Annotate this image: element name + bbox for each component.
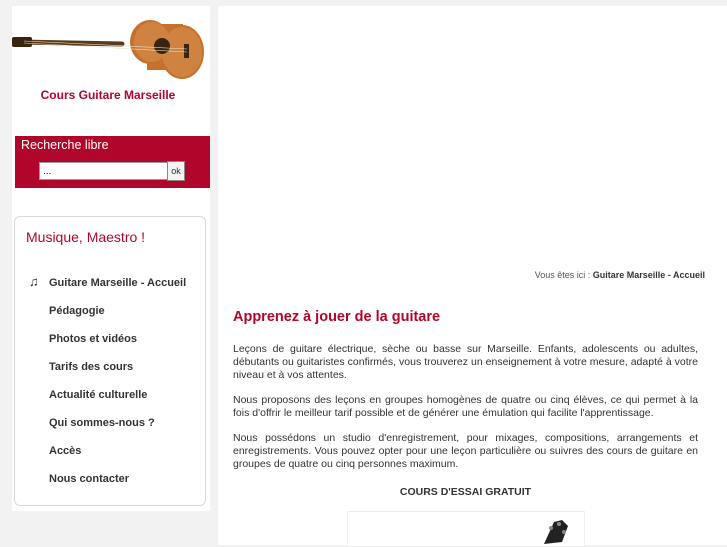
page-heading: Apprenez à jouer de la guitare [233, 309, 441, 325]
menu-item-contact[interactable] [15, 471, 205, 499]
menu-item-accueil[interactable] [15, 275, 205, 303]
menu-item-label[interactable]: Pédagogie [49, 305, 105, 317]
guitar-logo-image[interactable] [12, 6, 204, 81]
free-trial-text: COURS D'ESSAI GRATUIT [399, 486, 532, 498]
menu-item-qui-sommes-nous[interactable] [15, 415, 205, 443]
sidebar [12, 6, 210, 511]
menu-item-label[interactable]: Qui sommes-nous ? [49, 417, 155, 429]
promo-image [347, 511, 585, 547]
menu-item-acces[interactable] [15, 443, 205, 471]
search-title: Recherche libre [21, 138, 109, 152]
menu-item-label[interactable]: Actualité culturelle [49, 389, 148, 401]
menu-item-tarifs[interactable] [15, 359, 205, 387]
search-panel [15, 136, 210, 188]
menu-item-pedagogie[interactable] [15, 303, 205, 331]
site-title[interactable]: Cours Guitare Marseille [40, 88, 176, 102]
menu-item-label[interactable]: Photos et vidéos [49, 333, 138, 345]
groups-paragraph: Nous proposons des leçons en groupes homogènes de quatre ou cinq élèves, ce qui permet à la fois d'offrir le meilleur tarif possible et de générer une émulation qui facilite l'apprentissage. [233, 394, 698, 419]
search-input[interactable] [39, 162, 170, 180]
breadcrumb-current[interactable]: Guitare Marseille - Accueil [592, 270, 705, 280]
menu-item-label[interactable]: Accès [49, 445, 82, 457]
menu-title: Musique, Maestro ! [26, 229, 146, 245]
menu-item-label[interactable]: Guitare Marseille - Accueil [49, 277, 187, 289]
menu-list [15, 275, 205, 499]
menu-item-label[interactable]: Nous contacter [49, 473, 130, 485]
menu-item-actualite[interactable] [15, 387, 205, 415]
guitar-headstock-icon [348, 512, 584, 546]
breadcrumb-prefix: Vous êtes ici : [534, 270, 591, 280]
main-content [218, 6, 727, 545]
breadcrumb [535, 270, 705, 280]
music-note-icon: ♫ [29, 274, 39, 289]
intro-paragraph: Leçons de guitare électrique, sèche ou basse sur Marseille. Enfants, adolescents ou adultes, débutants ou guitaristes confirmés, vous trouverez un enseignement à votre mesure, adapté à votre niveau et à vos attentes. [233, 343, 698, 381]
menu-item-photos-videos[interactable] [15, 331, 205, 359]
menu-item-label[interactable]: Tarifs des cours [49, 361, 134, 373]
main-menu [14, 216, 206, 506]
search-submit-button[interactable]: ok [167, 161, 185, 181]
guitar-icon [12, 6, 204, 81]
studio-paragraph: Nous possédons un studio d'enregistrement, pour mixages, compositions, arrangements et enregistrements. Vous pouvez opter pour une leçon particulière ou suivres des cours de guitare en groupes de quatre ou cinq personnes maximum. [233, 432, 698, 470]
